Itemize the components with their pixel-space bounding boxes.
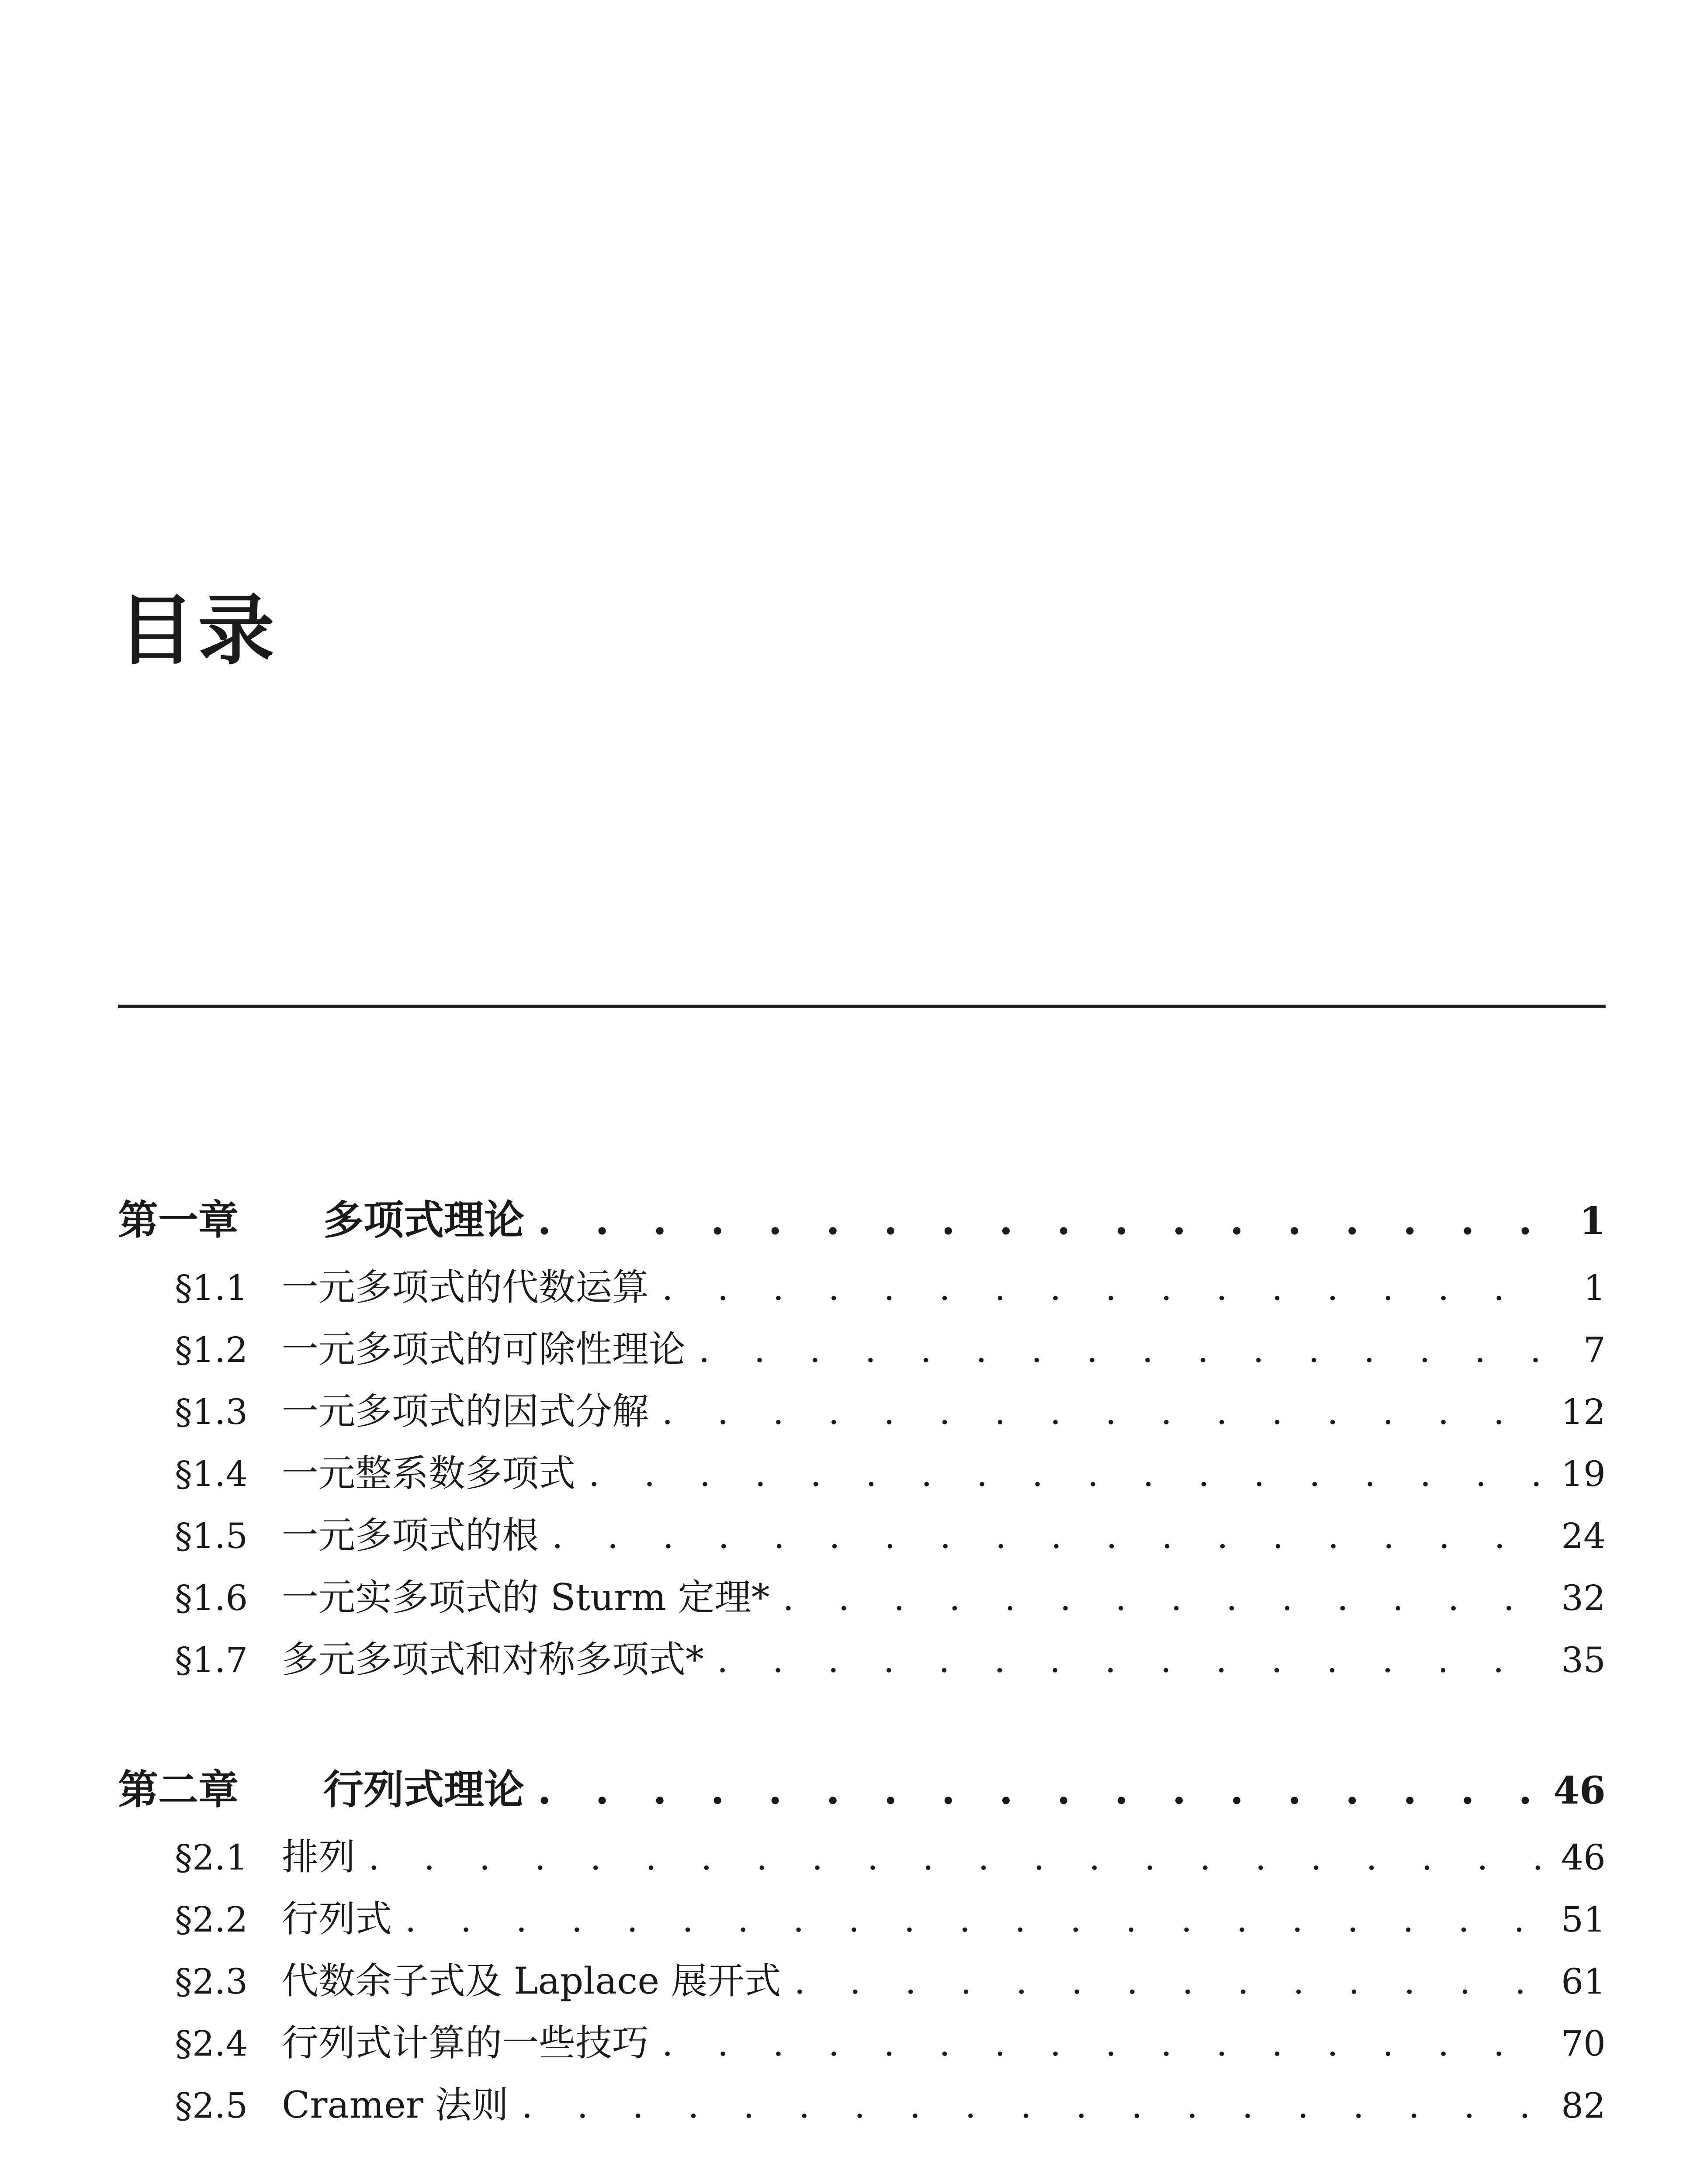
section-number: §2.3 — [175, 1961, 248, 2002]
section-number: §1.2 — [175, 1330, 248, 1370]
section-number: §1.6 — [175, 1578, 248, 1618]
toc-section-row[interactable] — [118, 1506, 1606, 1568]
dot-leader — [783, 1578, 1540, 1618]
toc-section-row[interactable] — [118, 1258, 1606, 1320]
toc-section-row[interactable] — [118, 1630, 1606, 1692]
dot-leader — [537, 1196, 1540, 1244]
page-number: 12 — [1561, 1392, 1606, 1432]
section-title: 一元多项式的根 — [282, 1514, 539, 1557]
toc-chapter-row[interactable] — [118, 1758, 1606, 1823]
dot-leader — [662, 2023, 1540, 2064]
page-number: 70 — [1561, 2023, 1606, 2064]
section-number: §2.2 — [175, 1899, 248, 1940]
section-title: 一元实多项式的 Sturm 定理* — [282, 1576, 770, 1619]
section-number: §2.5 — [175, 2085, 248, 2126]
section-number: §1.4 — [175, 1454, 248, 1494]
toc-section-row[interactable] — [118, 2076, 1606, 2138]
section-title: 一元整系数多项式 — [282, 1452, 576, 1495]
dot-leader — [662, 1268, 1540, 1308]
toc-section-row[interactable] — [118, 1382, 1606, 1444]
toc-section-row[interactable] — [118, 1568, 1606, 1630]
page-number: 46 — [1561, 1837, 1606, 1878]
section-number: §1.7 — [175, 1640, 248, 1680]
page-number: 1 — [1579, 1199, 1606, 1243]
dot-leader — [662, 1392, 1540, 1432]
dot-leader — [522, 2085, 1540, 2126]
section-number: §2.4 — [175, 2023, 248, 2064]
section-title: Cramer 法则 — [282, 2084, 509, 2126]
chapter-number: 第一章 — [118, 1197, 239, 1244]
section-title: 多元多项式和对称多项式* — [282, 1638, 704, 1681]
section-number: §2.1 — [175, 1837, 248, 1878]
page-number: 46 — [1553, 1769, 1606, 1813]
page-number: 32 — [1561, 1578, 1606, 1618]
page-number: 61 — [1561, 1961, 1606, 2002]
dot-leader — [589, 1454, 1540, 1494]
toc-section-row[interactable] — [118, 1952, 1606, 2014]
chapter-2 — [118, 1758, 1606, 2138]
section-title: 行列式计算的一些技巧 — [282, 2022, 649, 2064]
chapter-number: 第二章 — [118, 1766, 239, 1813]
toc-section-row[interactable] — [118, 2014, 1606, 2076]
dot-leader — [552, 1516, 1540, 1556]
section-title: 排列 — [282, 1835, 356, 1878]
section-number: §1.3 — [175, 1392, 248, 1432]
table-of-contents — [118, 1188, 1606, 2184]
toc-section-row[interactable] — [118, 1890, 1606, 1952]
dot-leader — [699, 1330, 1540, 1370]
section-title: 代数余子式及 Laplace 展开式 — [282, 1959, 781, 2002]
dot-leader — [368, 1837, 1540, 1878]
dot-leader — [717, 1640, 1540, 1680]
section-title: 一元多项式的可除性理论 — [282, 1328, 686, 1371]
toc-section-row[interactable] — [118, 1444, 1606, 1506]
chapter-title: 行列式理论 — [323, 1766, 525, 1813]
section-title: 一元多项式的代数运算 — [282, 1266, 649, 1309]
dot-leader — [405, 1899, 1540, 1940]
page-number: 19 — [1561, 1454, 1606, 1494]
page-number: 7 — [1583, 1330, 1606, 1370]
section-number: §1.5 — [175, 1516, 248, 1556]
toc-section-row[interactable] — [118, 1828, 1606, 1890]
page-number: 1 — [1583, 1268, 1606, 1308]
page-number: 51 — [1561, 1899, 1606, 1940]
chapter-title: 多项式理论 — [323, 1197, 525, 1244]
section-number: §1.1 — [175, 1268, 248, 1308]
dot-leader — [537, 1766, 1540, 1813]
page-title: 目录 — [118, 587, 278, 676]
section-title: 一元多项式的因式分解 — [282, 1390, 649, 1433]
dot-leader — [794, 1961, 1540, 2002]
page-number: 35 — [1561, 1640, 1606, 1680]
toc-chapter-row[interactable] — [118, 1188, 1606, 1254]
chapter-1 — [118, 1188, 1606, 1692]
toc-section-row[interactable] — [118, 1320, 1606, 1382]
title-divider — [118, 1005, 1606, 1008]
page-number: 24 — [1561, 1516, 1606, 1556]
section-title: 行列式 — [282, 1897, 392, 1940]
page-number: 82 — [1561, 2085, 1606, 2126]
